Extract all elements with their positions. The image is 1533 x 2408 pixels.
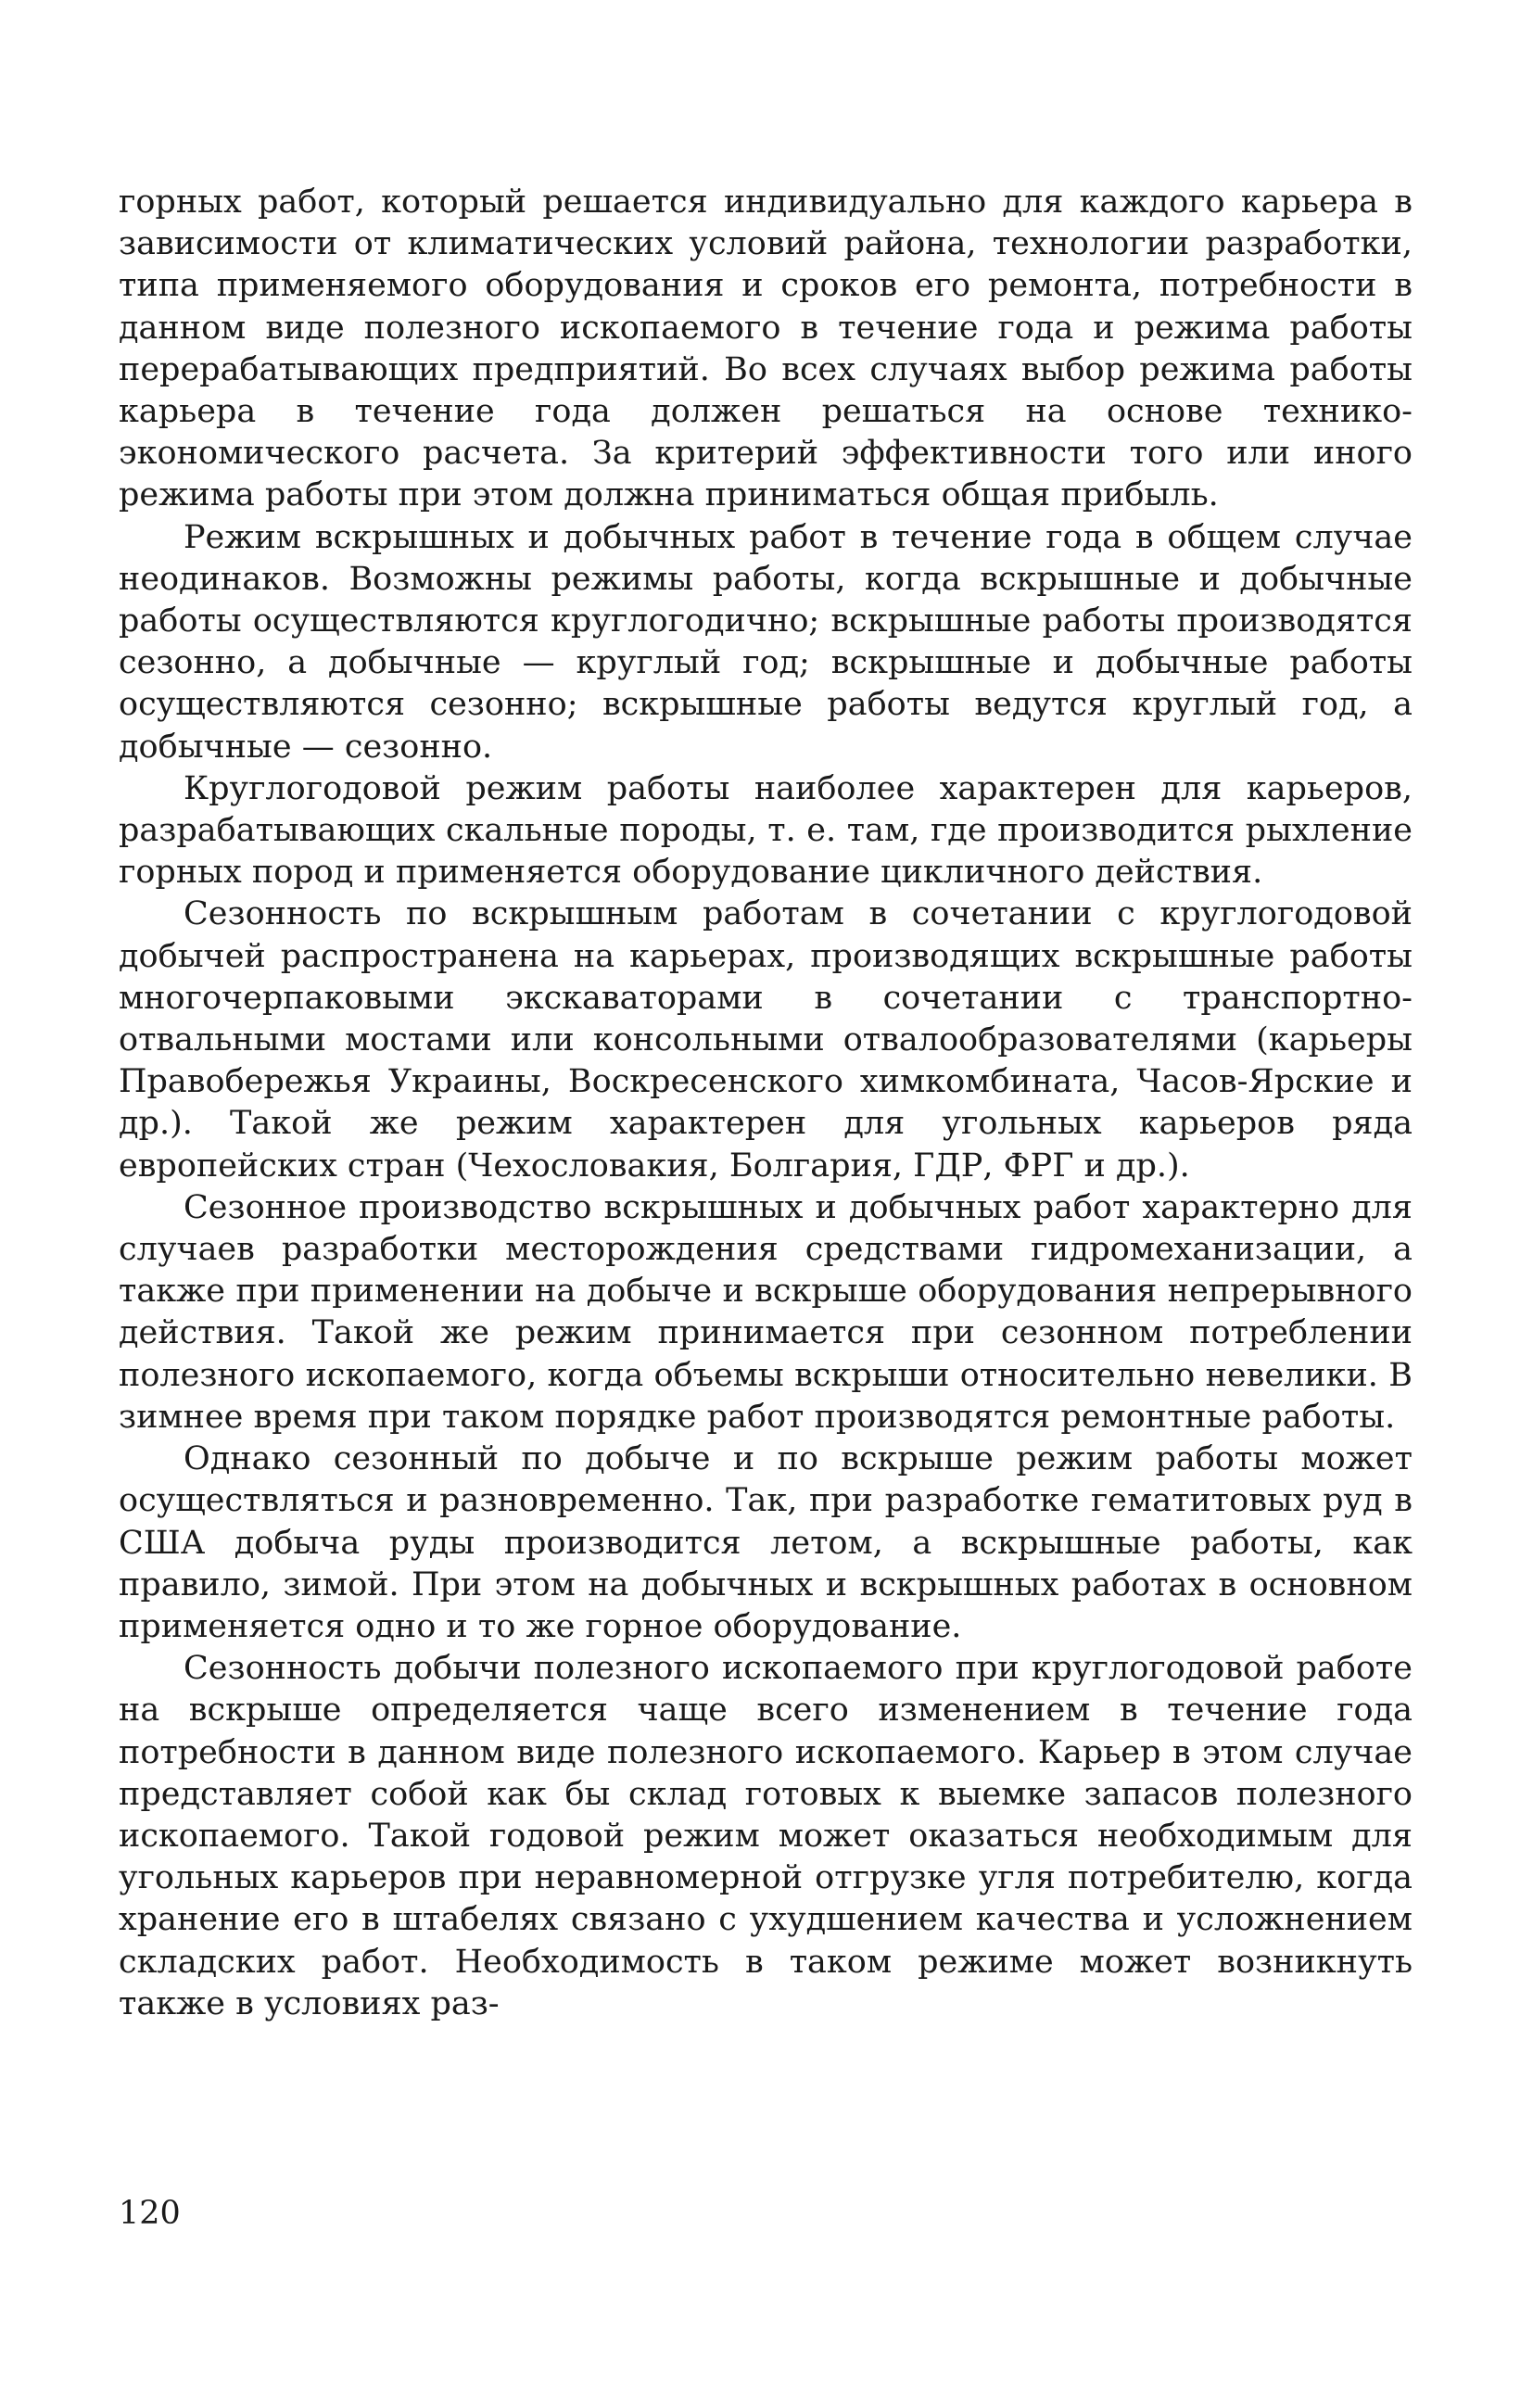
paragraph-continuation: горных работ, который решается индивидуально для каждого карьера в зависимости от климатических условий района, технологии разработки, типа применяемого оборудования и сроков его ремонта, потребности в данном виде полезного ископаемого в течение года и режима работы перерабатывающих предприятий. Во всех случаях выбор режима работы карьера в течение года должен решаться на основе технико-экономического расчета. За критерий эффективности того или иного режима работы при этом должна приниматься общая прибыль. bbox=[119, 184, 1413, 514]
paragraph-seasonal-production: Сезонное производство вскрышных и добычных работ характерно для случаев разработки месторождения средствами гидромеханизации, а также при применении на добыче и вскрыше оборудования непрерывного действия. Такой же режим принимается при сезонном потреблении полезного ископаемого, когда объемы вскрыши относительно невелики. В зимнее время при таком порядке работ производятся ремонтные работы. bbox=[119, 1188, 1413, 1436]
page-number: 120 bbox=[119, 2195, 181, 2232]
paragraph-regime-stripping-mining: Режим вскрышных и добычных работ в течение года в общем случае неодинаков. Возможны режимы работы, когда вскрышные и добычные работы осуществляются круглогодично; вскрышные работы производятся сезонно, а добычные — круглый год; вскрышные и добычные работы осуществляются сезонно; вскрышные работы ведутся круглый год, а добычные — сезонно. bbox=[119, 518, 1413, 766]
page-body bbox=[119, 182, 1413, 2025]
paragraph-staggered-seasonal: Однако сезонный по добыче и по вскрыше режим работы может осуществляться и разновременно. Так, при разработке гематитовых руд в США добыча руды производится летом, а вскрышные работы, как правило, зимой. При этом на добычных и вскрышных работах в основном применяется одно и то же горное оборудование. bbox=[119, 1440, 1413, 1645]
paragraph-seasonal-stripping: Сезонность по вскрышным работам в сочетании с круглогодовой добычей распространена на карьерах, производящих вскрышные работы многочерпаковыми экскаваторами в сочетании с транспортно-отвальными мостами или консольными отвалообразователями (карьеры Правобережья Украины, Воскресенского химкомбината, Часов-Ярские и др.). Такой же режим характерен для угольных карьеров ряда европейских стран (Чехословакия, Болгария, ГДР, ФРГ и др.). bbox=[119, 895, 1413, 1185]
paragraph-seasonal-mining: Сезонность добычи полезного ископаемого при круглогодовой работе на вскрыше определяется чаще всего изменением в течение года потребности в данном виде полезного ископаемого. Карьер в этом случае представляет собой как бы склад готовых к выемке запасов полезного ископаемого. Такой годовой режим может оказаться необходимым для угольных карьеров при неравномерной отгрузке угля потребителю, когда хранение его в штабелях связано с ухудшением качества и усложнением складских работ. Необходимость в таком режиме может возникнуть также в условиях раз- bbox=[119, 1650, 1413, 2022]
paragraph-year-round-regime: Круглогодовой режим работы наиболее характерен для карьеров, разрабатывающих скальные породы, т. е. там, где производится рыхление горных пород и применяется оборудование цикличного действия. bbox=[119, 769, 1413, 892]
